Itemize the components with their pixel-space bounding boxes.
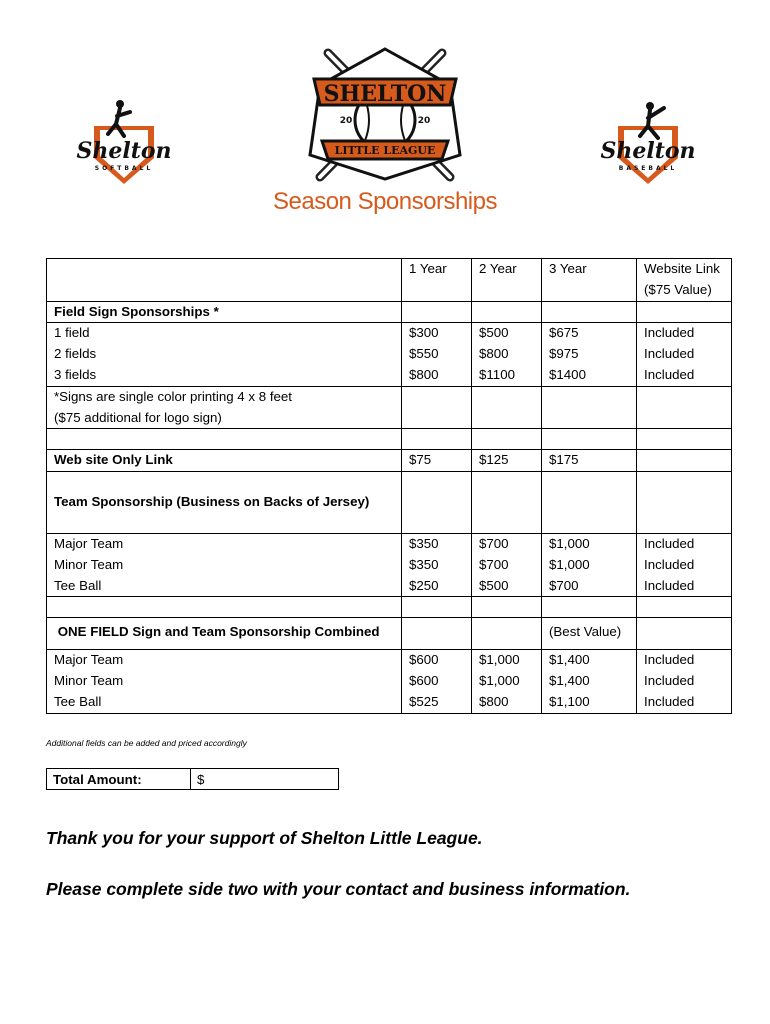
field-sign-logo-note: ($75 additional for logo sign): [54, 409, 222, 425]
table-row: [47, 492, 732, 513]
row-label: 3 fields: [47, 365, 402, 386]
table-row: 2 fields $550 $800 $975 Included: [47, 344, 732, 365]
col-3-year: 3 Year: [542, 259, 637, 302]
additional-fields-note: Additional fields can be added and priced accordingly: [46, 738, 247, 748]
row-label: 1 field: [47, 323, 402, 344]
total-amount-box: [46, 768, 339, 790]
total-amount-field[interactable]: $: [191, 769, 339, 790]
logo-main-year-right: 20: [417, 116, 431, 126]
table-row: Tee Ball $250 $500 $700 Included: [47, 576, 732, 597]
shelton-softball-logo: [76, 98, 172, 188]
shelton-baseball-logo: [600, 100, 696, 188]
website-only-label: Web site Only Link: [47, 450, 402, 472]
combined-heading: ONE FIELD Sign and Team Sponsorship Combined: [47, 618, 402, 650]
table-header-row: [47, 259, 732, 302]
row-label: Minor Team: [47, 671, 402, 692]
table-row: 1 field $300 $500 $675 Included: [47, 323, 732, 344]
col-2-year: 2 Year: [472, 259, 542, 302]
page-title: Season Sponsorships: [273, 188, 497, 215]
row-label: Major Team: [47, 533, 402, 554]
field-sign-heading: Field Sign Sponsorships *: [47, 301, 402, 323]
logo-main-subtitle: LITTLE LEAGUE: [334, 144, 436, 157]
logo-softball-sub: SOFTBALL: [94, 165, 154, 172]
table-row: Major Team $350 $700 $1,000 Included: [47, 533, 732, 554]
table-row: [47, 618, 732, 650]
field-sign-note: *Signs are single color printing 4 x 8 feet: [54, 388, 293, 404]
row-label: Tee Ball: [47, 692, 402, 713]
logo-baseball-sub: BASEBALL: [618, 165, 678, 172]
table-row: [47, 386, 732, 429]
logo-baseball-name: Shelton: [600, 138, 696, 164]
row-label: Minor Team: [47, 555, 402, 576]
shelton-little-league-logo: [300, 45, 470, 185]
table-row: Tee Ball $525 $800 $1,100 Included: [47, 692, 732, 713]
complete-side-two-message: Please complete side two with your contact and business information.: [46, 879, 631, 899]
table-row: Major Team $600 $1,000 $1,400 Included: [47, 650, 732, 671]
col-website-link: Website Link ($75 Value): [637, 259, 732, 302]
logo-softball-name: Shelton: [76, 138, 172, 164]
table-row: Minor Team $600 $1,000 $1,400 Included: [47, 671, 732, 692]
thank-you-message: Thank you for your support of Shelton Little League.: [46, 828, 483, 848]
row-label: 2 fields: [47, 344, 402, 365]
total-amount-label: Total Amount:: [47, 769, 191, 790]
table-row: Minor Team $350 $700 $1,000 Included: [47, 555, 732, 576]
table-row: [47, 301, 732, 323]
col-1-year: 1 Year: [402, 259, 472, 302]
sponsorship-table: [46, 258, 732, 714]
logo-main-year-left: 20: [339, 116, 353, 126]
col-website-value: ($75 Value): [644, 281, 712, 297]
row-label: Tee Ball: [47, 576, 402, 597]
row-label: Major Team: [47, 650, 402, 671]
best-value-note: (Best Value): [542, 618, 637, 650]
table-row: 3 fields $800 $1100 $1400 Included: [47, 365, 732, 386]
team-sponsorship-heading: Team Sponsorship (Business on Backs of Jersey): [47, 492, 402, 513]
logo-main-title: SHELTON: [323, 81, 447, 107]
table-row: Web site Only Link $75 $125 $175: [47, 450, 732, 472]
